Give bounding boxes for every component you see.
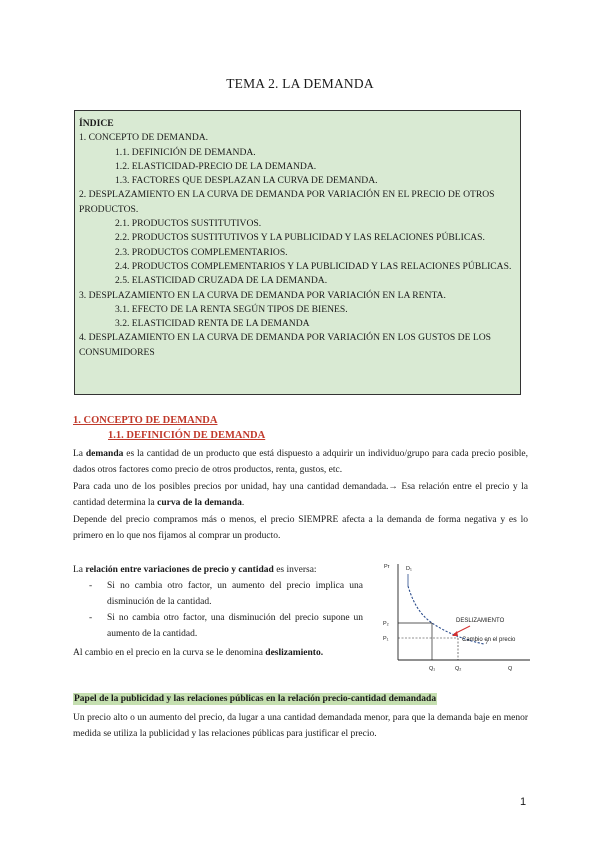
- change-label: Cambio en el precio: [462, 637, 516, 643]
- demand-curve: [408, 586, 484, 644]
- slide-arrowhead: [452, 631, 458, 636]
- p2-label: P₂: [383, 621, 389, 627]
- index-item: 1.3. FACTORES QUE DESPLAZAN LA CURVA DE DEMANDA.: [115, 175, 378, 187]
- slide-paragraph: Al cambio en el precio en la curva se le denomina deslizamiento.: [73, 648, 324, 658]
- index-item: 3. DESPLAZAMIENTO EN LA CURVA DE DEMANDA POR VARIACIÓN EN LA RENTA.: [79, 289, 446, 301]
- bullet-list: [73, 578, 363, 642]
- curve-label: D₁: [406, 566, 412, 572]
- bullet-marker: -: [89, 581, 93, 591]
- y-axis-label: Pr: [384, 564, 390, 570]
- index-list: [79, 131, 516, 360]
- index-item: 1.1. DEFINICIÓN DE DEMANDA.: [115, 146, 256, 158]
- subsection-heading: 1.1. DEFINICIÓN DE DEMANDA: [108, 430, 266, 441]
- index-item: 2.3. PRODUCTOS COMPLEMENTARIOS.: [115, 246, 288, 258]
- list-item: - Si no cambia otro factor, un aumento del precio implica una disminución de la cantidad.: [73, 578, 363, 610]
- page-number: 1: [520, 796, 527, 808]
- index-heading: ÍNDICE: [79, 118, 114, 129]
- index-item: 2. DESPLAZAMIENTO EN LA CURVA DE DEMANDA POR VARIACIÓN EN EL PRECIO DE OTROS PRODUCTOS.: [79, 189, 495, 215]
- price-paragraph: Depende del precio compramos más o menos, el precio SIEMPRE afecta a la demanda de forma negativa y es lo primero en lo que nos fijamos al comprar un producto.: [73, 515, 528, 541]
- index-item: 3.2. ELASTICIDAD RENTA DE LA DEMANDA: [115, 318, 310, 330]
- p1-label: P₁: [383, 636, 389, 642]
- page-title: TEMA 2. LA DEMANDA: [226, 76, 374, 91]
- q2-label: Q₂: [455, 666, 462, 672]
- definition-paragraph: La demanda es la cantidad de un producto que está dispuesto a adquirir un individuo/grupo para cada precio posible, dados otros factores como precio de otros productos, renta, gustos, etc.: [73, 449, 528, 475]
- relation-paragraph: La relación entre variaciones de precio y cantidad es inversa:: [73, 565, 317, 575]
- q1-label: Q₁: [429, 666, 436, 672]
- index-item: 1.2. ELASTICIDAD-PRECIO DE LA DEMANDA.: [115, 160, 317, 172]
- index-item: 2.5. ELASTICIDAD CRUZADA DE LA DEMANDA.: [115, 275, 328, 287]
- demand-curve-figure: [378, 560, 538, 676]
- x-axis-label: Q: [508, 666, 513, 672]
- index-item: 2.1. PRODUCTOS SUSTITUTIVOS.: [115, 218, 262, 230]
- bullet-marker: -: [89, 613, 93, 623]
- index-item: 2.2. PRODUCTOS SUSTITUTIVOS Y LA PUBLICIDAD Y LAS RELACIONES PÚBLICAS.: [115, 232, 485, 244]
- index-item: 1. CONCEPTO DE DEMANDA.: [79, 132, 209, 144]
- list-item: - Si no cambia otro factor, una disminución del precio supone un aumento de la cantidad.: [73, 610, 363, 642]
- index-item: 4. DESPLAZAMIENTO EN LA CURVA DE DEMANDA POR VARIACIÓN EN LOS GUSTOS DE LOS CONSUMIDORES: [79, 332, 491, 358]
- index-box: [74, 110, 521, 395]
- highlighted-heading: Papel de la publicidad y las relaciones públicas en la relación precio-cantidad demandada: [74, 694, 437, 704]
- slide-label: DESLIZAMIENTO: [456, 618, 505, 624]
- advertising-paragraph: Un precio alto o un aumento del precio, da lugar a una cantidad demandada menor, para que la demanda baje en menor medida se utiliza la publicidad y las relaciones públicas para justificar el precio.: [73, 713, 528, 739]
- curve-paragraph: Para cada uno de los posibles precios por unidad, hay una cantidad demandada.→ Esa relación entre el precio y la cantidad determina la curva de la demanda.: [73, 482, 528, 508]
- index-item: 2.4. PRODUCTOS COMPLEMENTARIOS Y LA PUBLICIDAD Y LAS RELACIONES PÚBLICAS.: [115, 260, 512, 272]
- index-item: 3.1. EFECTO DE LA RENTA SEGÚN TIPOS DE BIENES.: [115, 303, 348, 315]
- section-heading: 1. CONCEPTO DE DEMANDA: [73, 415, 218, 426]
